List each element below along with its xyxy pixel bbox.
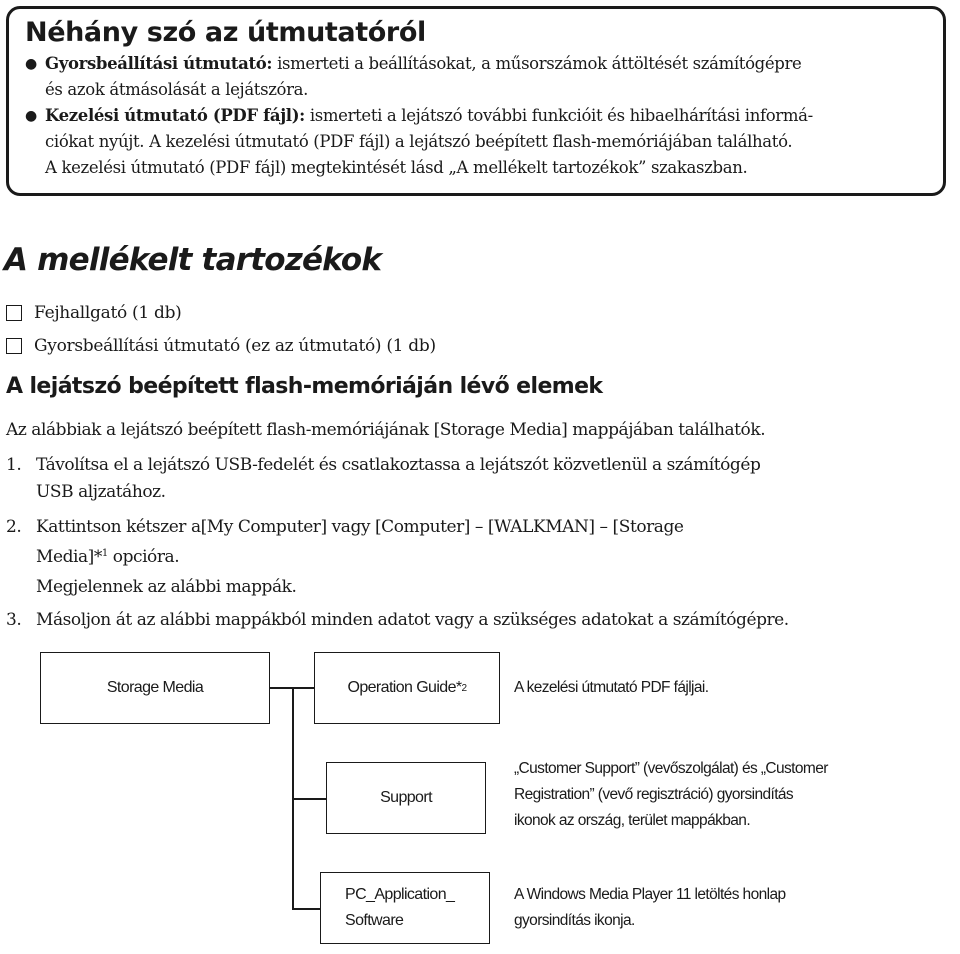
support-desc: „Customer Support” (vevőszolgálat) és „Customer Registration” (vevő regisztráció) gyorsindítás ikonok az ország, terület mappákban.	[514, 760, 828, 829]
info-item-quick-start-cont: és azok átmásolását a lejátszóra.	[45, 80, 309, 99]
checkbox-icon	[6, 305, 22, 321]
step-1: 1. Távolítsa el a lejátszó USB-fedelét és csatlakoztassa a lejátszót közvetlenül a számítógép	[6, 455, 761, 475]
accessory-item: Fejhallgató (1 db)	[6, 303, 182, 323]
folder-operation-guide: Operation Guide* 2	[314, 652, 500, 724]
info-box-title: Néhány szó az útmutatóról	[25, 17, 426, 48]
checkbox-icon	[6, 338, 22, 354]
flash-intro: Az alábbiak a lejátszó beépített flash-memóriájának [Storage Media] mappájában találhatók.	[6, 420, 766, 440]
step-1-cont: USB aljzatához.	[36, 482, 166, 502]
info-item-manual-cont1: ciókat nyújt. A kezelési útmutató (PDF fájl) a lejátszó beépített flash-memóriájában található.	[45, 132, 793, 151]
folder-support: Support	[326, 762, 486, 834]
folder-pc-application-software: PC_Application_ Software	[320, 872, 490, 944]
accessory-item: Gyorsbeállítási útmutató (ez az útmutató) (1 db)	[6, 336, 436, 356]
guide-info-box	[6, 6, 946, 196]
flash-memory-title: A lejátszó beépített flash-memóriáján lévő elemek	[6, 374, 603, 399]
connector-line	[292, 908, 320, 910]
bullet-icon: ●	[25, 56, 37, 72]
step-2-note: Megjelennek az alábbi mappák.	[36, 577, 297, 597]
step-2: 2. Kattintson kétszer a[My Computer] vagy [Computer] – [WALKMAN] – [Storage	[6, 517, 684, 537]
step-2-cont: Media]*$^1$ opcióra.	[36, 547, 180, 567]
bullet-icon: ●	[25, 108, 37, 124]
operation-guide-desc: A kezelési útmutató PDF fájljai.	[514, 679, 709, 696]
folder-storage-media: Storage Media	[40, 652, 270, 724]
accessories-title: A mellékelt tartozékok	[4, 242, 382, 278]
info-item-manual-cont2: A kezelési útmutató (PDF fájl) megtekintését lásd „A mellékelt tartozékok” szakaszban.	[45, 158, 748, 177]
connector-line	[292, 798, 326, 800]
step-3: 3. Másoljon át az alábbi mappákból minden adatot vagy a szükséges adatokat a számítógépre.	[6, 610, 789, 630]
info-item-quick-start: ● Gyorsbeállítási útmutató: ismerteti a beállításokat, a műsorszámok áttöltését számítógépre	[25, 51, 929, 77]
pc-application-desc: A Windows Media Player 11 letöltés honlap gyorsindítás ikonja.	[514, 886, 786, 929]
info-item-manual: ● Kezelési útmutató (PDF fájl): ismerteti a lejátszó további funkcióit és hibaelhárítási informá-	[25, 103, 929, 129]
